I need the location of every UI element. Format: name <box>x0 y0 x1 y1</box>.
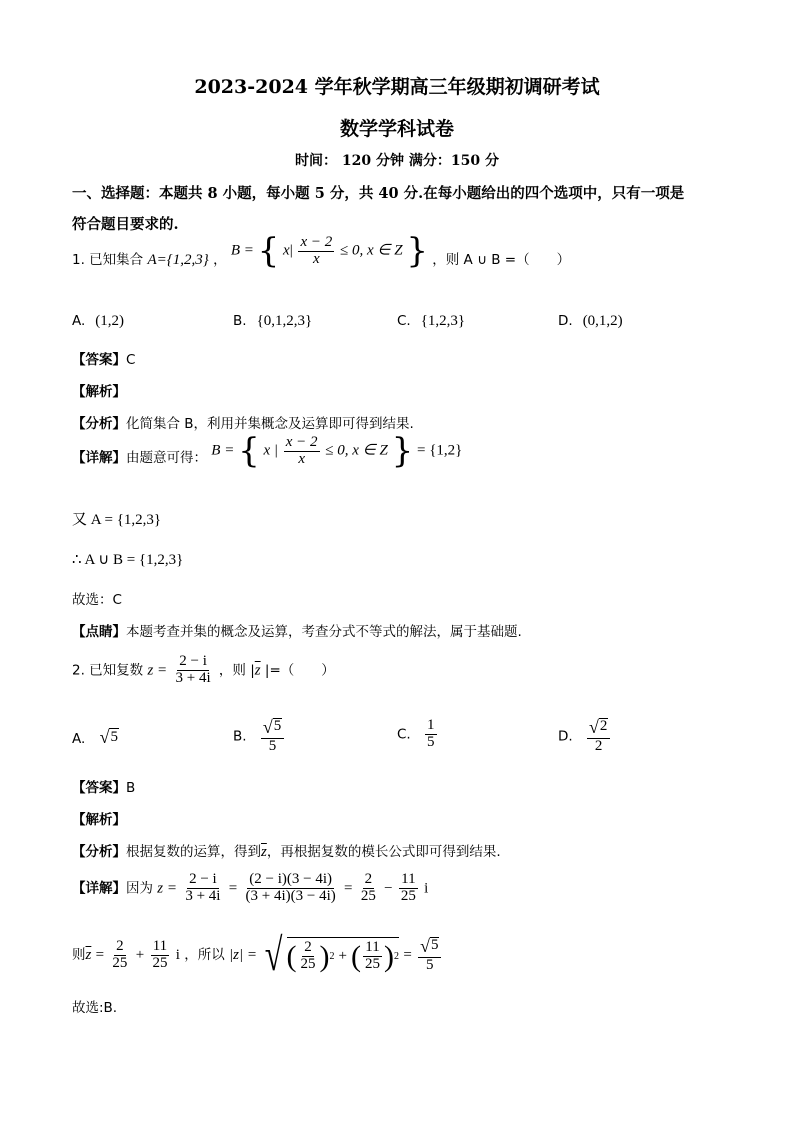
line2-z: $\overline{z}$ <box>85 947 92 963</box>
option-value: {1,2,3} <box>420 313 466 329</box>
q1-frac-den: x <box>313 250 320 267</box>
xj-f4-num: 11 <box>401 871 416 887</box>
q2-tail-post: |=（ ） <box>260 662 335 679</box>
exam-title: 2023-2024 学年秋学期高三年级期初调研考试 <box>194 76 600 98</box>
dianjing-text: 本题考查并集的概念及运算，考查分式不等式的解法，属于基础题. <box>126 624 522 640</box>
q2-num: 2 − i <box>179 653 207 669</box>
fenxi-pre: 根据复数的运算，得到 <box>126 844 261 860</box>
l2-a-num: 2 <box>304 939 312 956</box>
option-value: (1,2) <box>95 313 125 329</box>
l2-eq: = <box>403 947 412 963</box>
q1-option-c <box>397 313 465 330</box>
option-letter: C. <box>397 313 411 329</box>
l2-b-den: 25 <box>365 956 381 972</box>
q1-set-b-cond: ≤ 0, x ∈ Z <box>340 242 403 259</box>
q2-analysis-label: 【解析】 <box>72 812 126 828</box>
xj-f2-den: (3 + 4i)(3 − 4i) <box>245 887 336 904</box>
q2-answer <box>72 776 135 796</box>
xj-minus: − <box>384 880 393 897</box>
option-letter: A. <box>72 731 86 747</box>
q2-fenxi <box>72 840 501 861</box>
exam-meta: 时间： 120 分钟 满分：150 分 <box>295 153 499 169</box>
fenxi-post: ，再根据复数的模长公式即可得到结果. <box>266 844 501 860</box>
option-den: 2 <box>594 737 603 754</box>
line2-ze: 则 <box>72 947 86 963</box>
xj-frac3 <box>359 872 378 905</box>
q1-prefix: 1. 已知集合 <box>72 252 144 268</box>
q2-tail-pre: ，则 | <box>218 662 255 679</box>
q2-xiangjie <box>72 872 428 905</box>
l2-i: i <box>175 947 180 963</box>
xj-i: i <box>424 880 429 897</box>
l2-result <box>418 937 441 974</box>
q1-xiangjie-set <box>211 431 463 471</box>
xj-frac4 <box>399 872 418 905</box>
q1-set-a: A={1,2,3} <box>147 252 209 268</box>
l2-sq1: 2 <box>329 951 335 962</box>
q1-tail: ，则 A ∪ B =（ ） <box>432 252 571 268</box>
sqrt-icon: √ 5 <box>262 717 282 737</box>
l2-f1-num: 2 <box>116 937 124 954</box>
option-den: 5 <box>268 737 277 754</box>
xj-eq: = <box>228 880 238 897</box>
sqrt-icon: √ 5 <box>420 935 439 956</box>
xj-fraction <box>284 435 320 468</box>
xj-f2-num: (2 − i)(3 − 4i) <box>249 871 332 887</box>
xj-f3-num: 2 <box>364 871 373 887</box>
option-letter: B. <box>233 313 247 329</box>
question-1-stem <box>72 231 571 271</box>
option-value: (0,1,2) <box>582 313 623 329</box>
option-fraction <box>425 718 437 751</box>
xj-num: x − 2 <box>285 433 318 450</box>
q1-set-b-x: x <box>283 242 290 259</box>
option-letter: B. <box>233 728 247 745</box>
xj-result: = {1,2} <box>417 442 463 459</box>
q1-option-d <box>558 313 623 330</box>
option-fraction <box>587 718 610 755</box>
q1-guxuan: 故选：C <box>72 592 122 608</box>
q1-dianjing <box>72 620 522 640</box>
q2-guxuan: 故选:B. <box>72 1000 118 1016</box>
fenxi-z: $\overline{z}$ <box>261 844 267 860</box>
q1-set-b-lhs: B = <box>230 242 254 259</box>
option-radicand: 5 <box>110 729 118 745</box>
xj-frac1 <box>183 872 222 905</box>
q2-prefix: 2. 已知复数 <box>72 662 144 679</box>
q2-option-b <box>233 718 286 755</box>
l2-a-den: 25 <box>300 956 316 972</box>
exam-subtitle: 数学学科试卷 <box>339 118 454 140</box>
q2-line2 <box>72 929 443 980</box>
sqrt-icon: √ 5 <box>99 727 118 747</box>
option-num: 2 <box>599 718 608 734</box>
q1-set-b: B = { x| $\frac{x - 2}{x}$ ≤ 0, x ∈ Z } <box>230 231 428 271</box>
sqrt-icon: √ 2 <box>588 717 608 737</box>
xj-den: x <box>298 450 305 467</box>
xiangjie-label: 【详解】 <box>72 450 126 466</box>
q1-fenxi <box>72 412 414 432</box>
l2-res-den: 5 <box>426 956 434 973</box>
l2-f2-num: 11 <box>152 937 168 954</box>
q2-option-c <box>397 718 439 751</box>
xj-b: B = <box>211 442 235 459</box>
option-value: {0,1,2,3} <box>256 313 313 329</box>
big-sqrt-icon: √ ( $\frac{2}{25}$ ) 2 + ( $\frac{11}{25}$ ) 2 <box>265 929 400 980</box>
l2-plus: + <box>135 947 145 963</box>
right-brace-icon: } <box>391 431 414 471</box>
l2-suoyi: ，所以 <box>184 947 225 963</box>
q1-comma: ， <box>213 252 227 268</box>
q2-option-d <box>558 718 612 755</box>
l2-b-num: 11 <box>365 939 380 956</box>
option-letter: C. <box>397 726 411 743</box>
l2-res-num: 5 <box>430 936 439 953</box>
answer-label: 【答案】 <box>72 780 126 796</box>
option-letter: D. <box>558 728 573 745</box>
option-letter: D. <box>558 313 573 329</box>
answer-value: B <box>126 780 136 796</box>
q1-set-b-fraction <box>298 235 334 268</box>
xiangjie-label: 【详解】 <box>72 880 126 897</box>
xj-cond: ≤ 0, x ∈ Z <box>325 442 388 459</box>
fenxi-text: 化简集合 B，利用并集概念及运算即可得到结果. <box>126 416 414 432</box>
q1-frac-num: x − 2 <box>300 233 333 250</box>
xj-f1-num: 2 − i <box>189 871 217 887</box>
fenxi-label: 【分析】 <box>72 416 126 432</box>
l2-sq2: 2 <box>394 951 400 962</box>
q1-option-b <box>233 313 312 330</box>
dianjing-label: 【点睛】 <box>72 624 126 640</box>
xj-frac2 <box>244 872 338 905</box>
question-2-stem <box>72 654 335 687</box>
left-brace-icon: { <box>257 231 280 271</box>
xj-x: x | <box>263 442 279 459</box>
option-fraction <box>261 718 284 755</box>
option-den: 5 <box>427 733 435 750</box>
right-brace-icon: } <box>406 231 428 271</box>
xiangjie-prefix: 由题意可得： <box>126 450 207 466</box>
xj-f3-den: 25 <box>360 887 376 904</box>
xiangjie-prefix: 因为 <box>126 880 153 897</box>
line2-eq: = <box>95 947 105 963</box>
q2-fraction <box>173 654 212 687</box>
xj-f4-den: 25 <box>400 887 416 904</box>
q1-analysis-label: 【解析】 <box>72 384 126 400</box>
l2-plus2: + <box>338 948 348 964</box>
q1-answer <box>72 348 135 368</box>
fenxi-label: 【分析】 <box>72 844 126 860</box>
xj-f1-den: 3 + 4i <box>185 887 221 904</box>
q2-z-eq: z = <box>147 662 168 679</box>
q1-xiangjie <box>72 431 463 471</box>
l2-frac1 <box>110 939 129 972</box>
section-heading-line1: 一、选择题：本题共 8 小题，每小题 5 分，共 40 分.在每小题给出的四个选项中，只有一项是 <box>72 185 685 202</box>
answer-value: C <box>126 352 136 368</box>
xj-eq2: = <box>344 880 353 897</box>
option-num: 5 <box>273 718 282 734</box>
q2-den: 3 + 4i <box>175 669 211 686</box>
l2-f2-den: 25 <box>152 954 168 971</box>
xj-z: z = <box>157 880 178 897</box>
option-letter: A. <box>72 313 86 329</box>
q2-option-a <box>72 728 119 747</box>
q1-option-a <box>72 313 124 330</box>
l2-frac2 <box>150 939 169 972</box>
q1-line-you: 又 A = {1,2,3} <box>72 512 162 528</box>
section-heading-line2: 符合题目要求的. <box>72 216 179 233</box>
left-brace-icon: { <box>238 431 260 471</box>
q2-tail-z: $\overline{z}$ <box>254 662 261 679</box>
l2-abs: |z| = <box>229 947 257 963</box>
option-num: 1 <box>427 717 435 733</box>
answer-label: 【答案】 <box>72 352 126 368</box>
l2-f1-den: 25 <box>112 954 128 971</box>
q1-line-therefore: ∴ A ∪ B = {1,2,3} <box>72 552 184 568</box>
